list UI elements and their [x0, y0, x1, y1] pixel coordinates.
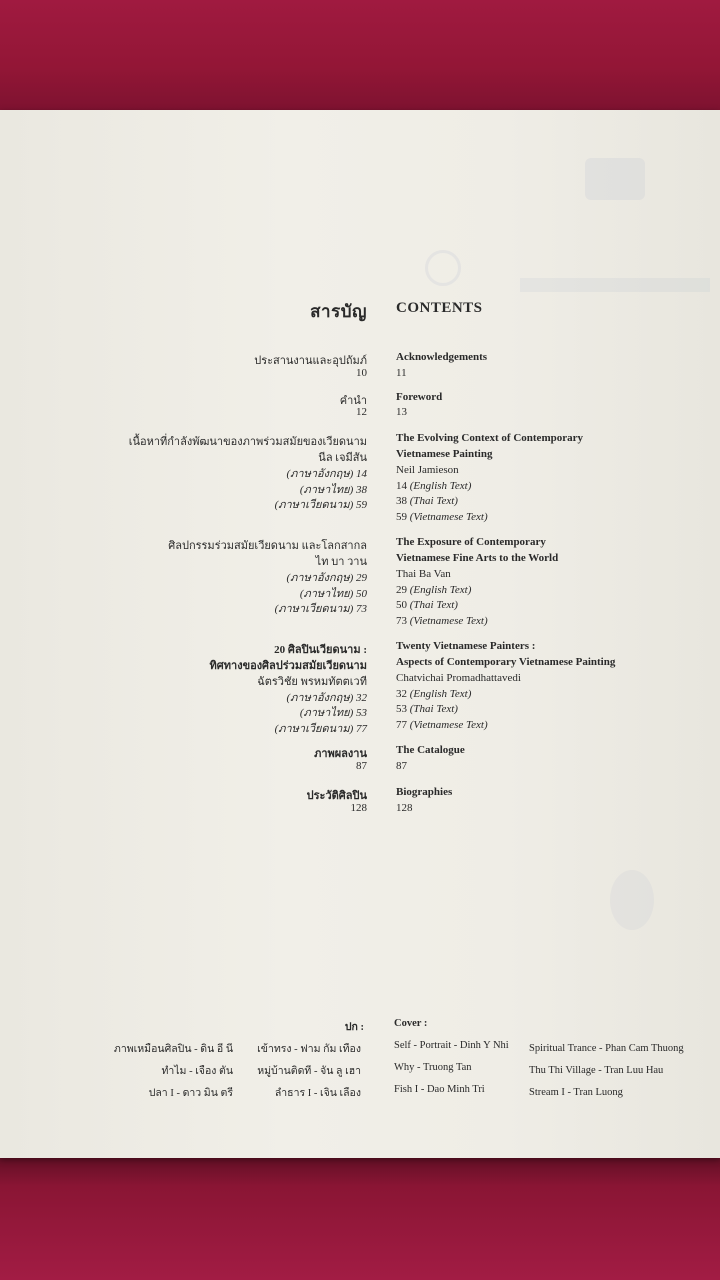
toc-language: (English Text) [409, 480, 472, 492]
toc-language: (Thai Text) [409, 703, 458, 715]
toc-thai-page: (ภาษาเวียดนาม) 73 [274, 603, 367, 615]
toc-language: (Thai Text) [409, 599, 458, 611]
toc-page-number: 73 [396, 615, 407, 627]
toc-author: Thai Ba Van [396, 568, 451, 580]
toc-entry-acknowledgements: Acknowledgements [396, 351, 488, 363]
thai-cover-credit: ภาพเหมือนศิลปิน - ดิน อี นี [113, 1044, 233, 1055]
toc-thai-title: คำนำ [339, 395, 367, 407]
toc-language: (English Text) [409, 688, 472, 700]
toc-author: Neil Jamieson [396, 464, 459, 476]
toc-page-line [396, 480, 471, 492]
toc-page-number: 50 [396, 599, 407, 611]
toc-author: Chatvichai Promadhattavedi [396, 672, 521, 684]
toc-page-number: 14 [396, 480, 407, 492]
contents-heading: CONTENTS [396, 300, 483, 316]
cover-credit: Stream I - Tran Luong [529, 1087, 623, 1098]
show-through-mark [425, 250, 461, 286]
toc-thai-title: ศิลปกรรมร่วมสมัยเวียดนาม และโลกสากล [168, 540, 367, 552]
toc-thai-title: ภาพผลงาน [314, 748, 367, 760]
fabric-background-top [0, 0, 720, 112]
toc-page-number: 59 [396, 511, 407, 523]
fabric-background-bottom [0, 1155, 720, 1280]
toc-thai-page: (ภาษาไทย) 50 [299, 588, 367, 600]
toc-page-number: 38 [396, 495, 407, 507]
toc-thai-page: 10 [356, 367, 367, 379]
toc-thai-page: 87 [356, 760, 367, 772]
toc-page-number: 77 [396, 719, 407, 731]
toc-page-line [396, 688, 471, 700]
cover-label: Cover : [394, 1018, 428, 1029]
toc-entry-evolving-context: The Evolving Context of Contemporary [396, 432, 583, 444]
thai-cover-credit: ทำไม - เจือง ตัน [161, 1066, 233, 1077]
toc-page-number: 29 [396, 584, 407, 596]
thai-contents-heading: สารบัญ [310, 302, 367, 321]
cover-credit: Fish I - Dao Minh Tri [394, 1084, 485, 1095]
toc-page-line [396, 495, 458, 507]
toc-page-line [396, 511, 488, 523]
show-through-mark [610, 870, 654, 930]
toc-language: (English Text) [409, 584, 472, 596]
toc-thai-author: นีล เจมีสัน [318, 452, 367, 464]
thai-cover-credit: ลำธาร I - เจิน เลือง [274, 1088, 361, 1099]
toc-page-number: 11 [396, 367, 407, 379]
toc-page-line [396, 719, 488, 731]
toc-thai-title: ทิศทางของศิลปร่วมสมัยเวียดนาม [209, 660, 367, 672]
toc-thai-page: (ภาษาเวียดนาม) 59 [274, 499, 367, 511]
show-through-mark [520, 278, 710, 292]
toc-thai-page: (ภาษาไทย) 38 [299, 484, 367, 496]
thai-cover-credit: หมู่บ้านติดที - จัน ลู เฮา [257, 1066, 361, 1077]
toc-thai-page: (ภาษาอังกฤษ) 14 [286, 468, 367, 480]
cover-credit: Spiritual Trance - Phan Cam Thuong [529, 1043, 684, 1054]
thai-cover-credit: เข้าทรง - ฟาม กัม เทือง [257, 1044, 361, 1055]
toc-language: (Vietnamese Text) [409, 615, 488, 627]
cover-credit: Self - Portrait - Dinh Y Nhi [394, 1040, 509, 1051]
toc-page-line [396, 703, 458, 715]
toc-thai-title: ประวัติศิลปิน [306, 790, 367, 802]
toc-page-number: 13 [396, 406, 407, 418]
toc-entry-evolving-context: Vietnamese Painting [396, 448, 493, 460]
toc-page-line [396, 584, 471, 596]
toc-language: (Vietnamese Text) [409, 719, 488, 731]
toc-thai-title: 20 ศิลปินเวียดนาม : [274, 644, 367, 656]
book-page [0, 110, 720, 1158]
toc-thai-author: ฉัตรวิชัย พรหมทัตตเวที [257, 676, 367, 688]
toc-thai-page: (ภาษาอังกฤษ) 32 [286, 692, 367, 704]
show-through-mark [585, 158, 645, 200]
cover-credit: Why - Truong Tan [394, 1062, 472, 1073]
toc-entry-twenty-painters: Aspects of Contemporary Vietnamese Painting [396, 656, 616, 668]
toc-thai-page: (ภาษาไทย) 53 [299, 707, 367, 719]
toc-thai-page: (ภาษาอังกฤษ) 29 [286, 572, 367, 584]
toc-entry-biographies: Biographies [396, 786, 453, 798]
toc-page-number: 87 [396, 760, 407, 772]
toc-page-line [396, 615, 488, 627]
toc-language: (Vietnamese Text) [409, 511, 488, 523]
toc-entry-foreword: Foreword [396, 391, 443, 403]
toc-page-number: 53 [396, 703, 407, 715]
toc-thai-page: 128 [350, 802, 367, 814]
toc-thai-title: ประสานงานและอุปถัมภ์ [254, 355, 367, 367]
toc-page-number: 128 [396, 802, 413, 814]
toc-thai-page: (ภาษาเวียดนาม) 77 [274, 723, 367, 735]
toc-entry-catalogue: The Catalogue [396, 744, 465, 756]
cover-credit: Thu Thi Village - Tran Luu Hau [529, 1065, 664, 1076]
toc-page-number: 32 [396, 688, 407, 700]
toc-thai-author: ไท บา วาน [315, 556, 367, 568]
toc-language: (Thai Text) [409, 495, 458, 507]
toc-page-line [396, 599, 458, 611]
thai-cover-credit: ปลา I - ดาว มิน ตรี [148, 1088, 233, 1099]
toc-entry-exposure: The Exposure of Contemporary [396, 536, 546, 548]
toc-entry-exposure: Vietnamese Fine Arts to the World [396, 552, 559, 564]
toc-thai-title: เนื้อหาที่กำลังพัฒนาของภาพร่วมสมัยของเวียดนาม [128, 436, 367, 448]
thai-cover-label: ปก : [344, 1022, 364, 1033]
toc-entry-twenty-painters: Twenty Vietnamese Painters : [396, 640, 536, 652]
toc-thai-page: 12 [356, 406, 367, 418]
